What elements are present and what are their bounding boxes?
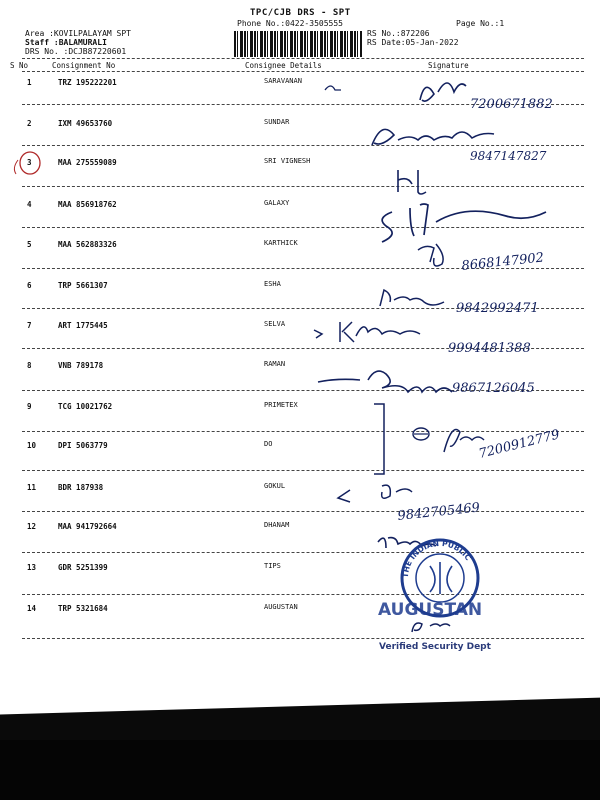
row-sno: 11 <box>27 483 37 492</box>
rs-date: RS Date:05-Jan-2022 <box>367 38 459 47</box>
row-consignee: SUNDAR <box>264 118 290 126</box>
row-sno: 4 <box>27 200 32 209</box>
handwritten-phone: 8668147902 <box>460 250 545 274</box>
stamp-text-path <box>408 546 472 578</box>
row-consignment: DPI 5063779 <box>58 441 108 450</box>
bracket-mark <box>374 404 384 474</box>
row-sno: 13 <box>27 563 37 572</box>
row-consignment: MAA 941792664 <box>58 522 117 531</box>
stamp-name: AUGUSTAN <box>378 600 483 620</box>
row-consignee: DO <box>264 440 273 448</box>
divider <box>22 268 584 269</box>
barcode <box>234 31 362 57</box>
row-consignment: TRZ 195222201 <box>58 78 117 87</box>
row-consignee: GOKUL <box>264 482 286 490</box>
handwritten-phone: 7200912779 <box>477 427 562 462</box>
signature-scribble <box>382 204 546 242</box>
row-consignment: TRP 5661307 <box>58 281 108 290</box>
signature-scribble <box>338 485 412 502</box>
row-consignment: TRP 5321684 <box>58 604 108 613</box>
row-sno: 9 <box>27 402 32 411</box>
signature-scribble <box>420 83 466 101</box>
signature-scribble <box>418 244 443 266</box>
divider <box>22 470 584 471</box>
handwritten-phone: 9847147827 <box>470 149 547 163</box>
phone-number: Phone No.:0422-3505555 <box>237 19 343 28</box>
col-consignment: Consignment No <box>52 61 116 70</box>
row-consignee: DHANAM <box>264 521 290 529</box>
row-consignment: IXM 49653760 <box>58 119 113 128</box>
red-tick-mark <box>14 160 18 174</box>
divider <box>22 390 584 391</box>
signature-scribble <box>412 623 450 632</box>
row-consignee: SELVA <box>264 320 286 328</box>
signature-scribble <box>380 290 444 306</box>
staff-label: Staff :BALAMURALI <box>25 38 107 47</box>
official-stamp <box>401 539 478 616</box>
row-consignee: KARTHICK <box>264 239 298 247</box>
handwritten-phone: 9994481388 <box>448 341 531 356</box>
row-consignment: MAA 856918762 <box>58 200 117 209</box>
row-consignment: GDR 5251399 <box>58 563 108 572</box>
handwritten-phone: 9842992471 <box>456 301 539 316</box>
row-consignee: GALAXY <box>264 199 290 207</box>
col-sno: S No <box>10 61 29 70</box>
row-sno: 8 <box>27 361 32 370</box>
row-consignment: TCG 10021762 <box>58 402 113 411</box>
signature-mark <box>325 86 341 90</box>
row-sno: 7 <box>27 321 32 330</box>
row-consignee: AUGUSTAN <box>264 603 298 611</box>
area-label: Area :KOVILPALAYAM SPT <box>25 29 131 38</box>
row-sno: 6 <box>27 281 32 290</box>
signature-scribble <box>378 538 436 548</box>
divider <box>22 511 584 512</box>
divider <box>22 104 584 105</box>
divider <box>22 431 584 432</box>
row-consignment: BDR 187938 <box>58 483 104 492</box>
signature-scribble <box>318 371 452 392</box>
row-sno: 5 <box>27 240 32 249</box>
divider <box>22 594 584 595</box>
row-consignee: SARAVANAN <box>264 77 302 85</box>
divider <box>22 186 584 187</box>
stamp-label: Verified Security Dept <box>379 642 491 652</box>
divider <box>22 71 584 72</box>
signature-scribble <box>444 430 484 453</box>
col-signature: Signature <box>428 61 469 70</box>
divider <box>22 145 584 146</box>
divider <box>22 227 584 228</box>
stamp-emblem <box>430 562 452 594</box>
row-consignee: SRI VIGNESH <box>264 157 311 165</box>
signature-scribble <box>372 129 494 145</box>
row-sno: 10 <box>27 441 37 450</box>
drs-number: DRS No. :DCJB87220601 <box>25 47 127 56</box>
row-consignment: MAA 275559089 <box>58 158 117 167</box>
circled-number <box>413 428 429 440</box>
row-consignee: ESHA <box>264 280 281 288</box>
row-sno: 2 <box>27 119 32 128</box>
divider <box>22 348 584 349</box>
signature-scribble <box>314 322 420 342</box>
row-sno: 14 <box>27 604 37 613</box>
divider <box>22 552 584 553</box>
sheet-title: TPC/CJB DRS - SPT <box>250 8 351 18</box>
row-consignee: PRIMETEX <box>264 401 298 409</box>
scan-shadow-bottom <box>0 740 600 800</box>
handwritten-phone: 7200671882 <box>470 97 553 112</box>
row-consignee: RAMAN <box>264 360 286 368</box>
row-sno: 3 <box>27 158 32 167</box>
row-consignee: TIPS <box>264 562 281 570</box>
divider <box>22 58 584 59</box>
row-consignment: MAA 562883326 <box>58 240 117 249</box>
divider <box>22 638 584 639</box>
row-consignment: VNB 789178 <box>58 361 104 370</box>
divider <box>22 308 584 309</box>
row-consignment: ART 1775445 <box>58 321 108 330</box>
handwritten-phone: 9842705469 <box>396 500 481 524</box>
handwritten-phone: 9867126045 <box>452 381 535 396</box>
row-sno: 12 <box>27 522 37 531</box>
signature-initials <box>398 170 426 194</box>
rs-number: RS No.:872206 <box>367 29 430 38</box>
page-number: Page No.:1 <box>456 19 505 28</box>
col-consignee: Consignee Details <box>245 61 322 70</box>
stamp-ring-text: THE INDIAN PUBLIC <box>400 538 473 579</box>
row-sno: 1 <box>27 78 32 87</box>
